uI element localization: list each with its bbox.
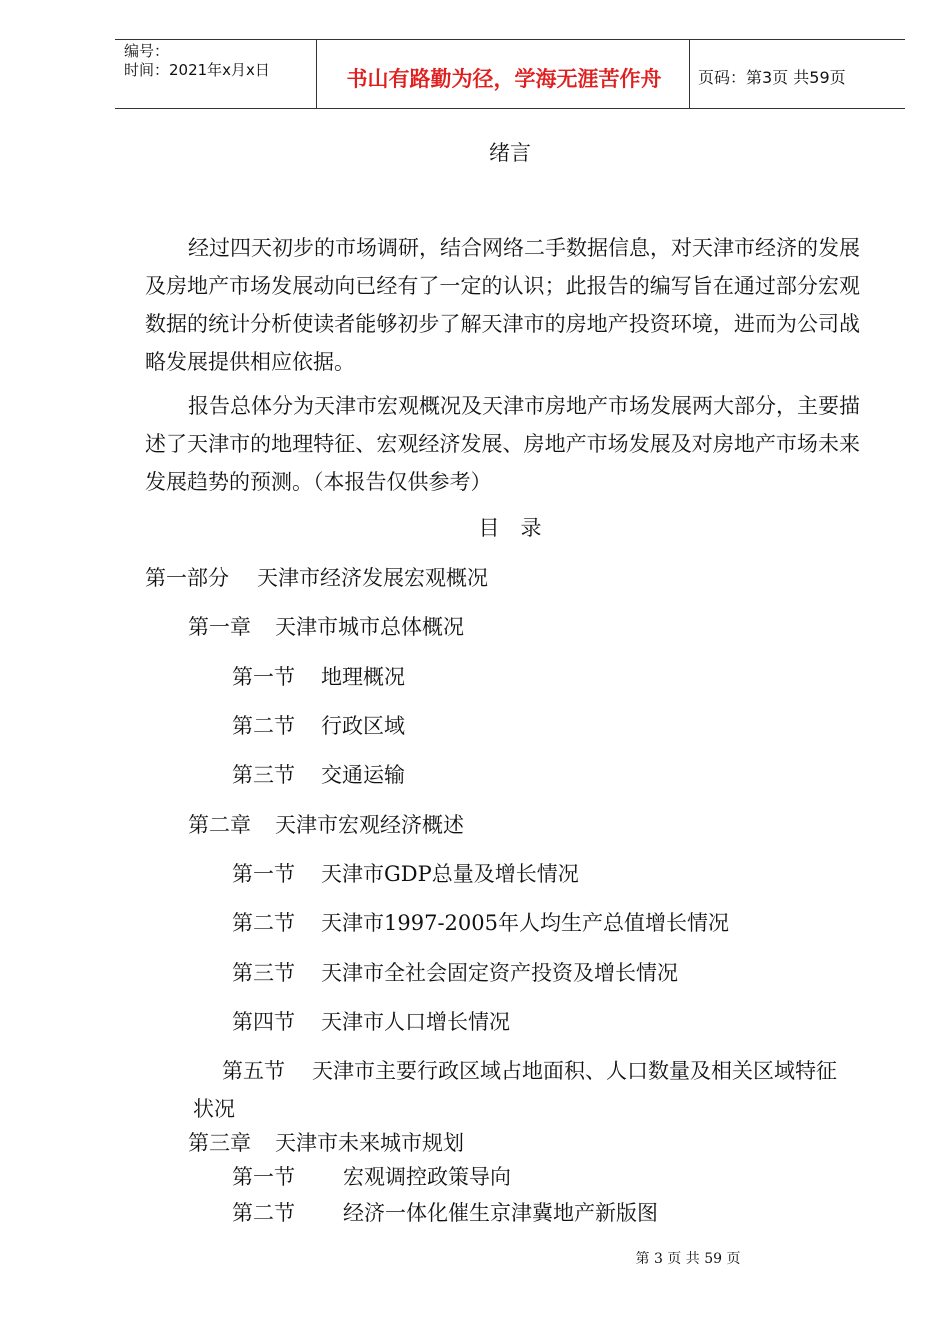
header-meta — [124, 42, 270, 80]
toc-entry[interactable]: 第五节 天津市主要行政区域占地面积、人口数量及相关区域特征 — [222, 1059, 837, 1083]
toc-entry[interactable]: 第二节 经济一体化催生京津冀地产新版图 — [232, 1201, 658, 1225]
header-time: 时间：2021年x月x日 — [124, 61, 270, 79]
header-motto: 书山有路勤为径，学海无涯苦作舟 — [346, 67, 662, 91]
toc-entry[interactable]: 第三节 交通运输 — [232, 763, 405, 787]
preface-paragraph: 经过四天初步的市场调研，结合网络二手数据信息，对天津市经济的发展及房地产市场发展动向已经有了一定的认识；此报告的编写旨在通过部分宏观数据的统计分析使读者能够初步了解天津市的房地产投资环境，进而为公司战略发展提供相应依据。 — [145, 236, 860, 374]
toc-entry[interactable]: 第一节 地理概况 — [232, 665, 405, 689]
toc-entry[interactable]: 第三节 天津市全社会固定资产投资及增长情况 — [232, 961, 678, 985]
toc-entry[interactable]: 第一部分 天津市经济发展宏观概况 — [145, 566, 488, 590]
header-page-number: 页码：第3页 共59页 — [698, 68, 846, 87]
toc-entry[interactable]: 第二章 天津市宏观经济概述 — [188, 813, 464, 837]
header-number: 编号： — [124, 42, 170, 60]
toc-entry[interactable]: 第三章 天津市未来城市规划 — [188, 1131, 464, 1155]
toc-entry[interactable]: 第一章 天津市城市总体概况 — [188, 615, 464, 639]
preface-title: 绪言 — [489, 141, 531, 165]
toc-entry[interactable]: 第一节 宏观调控政策导向 — [232, 1165, 511, 1189]
document-header — [115, 39, 905, 109]
toc-entry[interactable]: 第四节 天津市人口增长情况 — [232, 1010, 510, 1034]
toc-entry-continuation[interactable]: 状况 — [193, 1097, 235, 1121]
toc-entry[interactable]: 第二节 行政区域 — [232, 714, 405, 738]
toc-title: 目 录 — [478, 516, 542, 540]
page-footer: 第 3 页 共 59 页 — [635, 1251, 741, 1267]
toc-entry[interactable]: 第一节 天津市GDP总量及增长情况 — [232, 862, 579, 886]
preface-paragraph: 报告总体分为天津市宏观概况及天津市房地产市场发展两大部分，主要描述了天津市的地理特征、宏观经济发展、房地产市场发展及对房地产市场未来发展趋势的预测。（本报告仅供参考） — [145, 394, 860, 494]
toc-entry[interactable]: 第二节 天津市1997-2005年人均生产总值增长情况 — [232, 911, 729, 935]
